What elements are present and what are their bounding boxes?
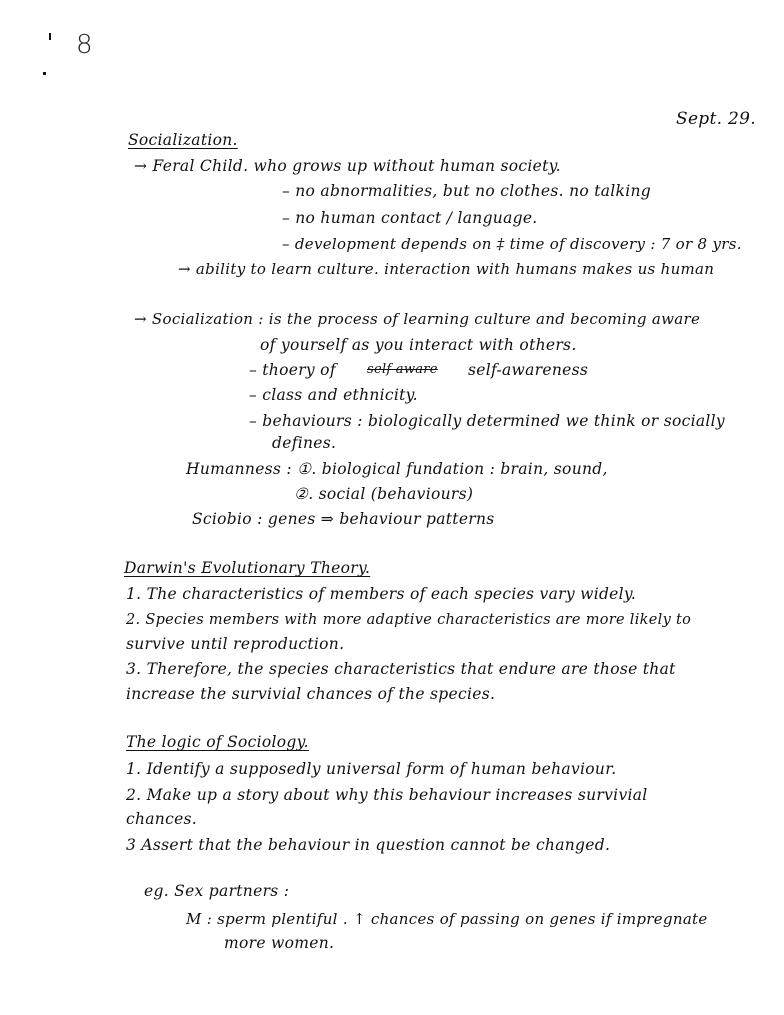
note-line: eg. Sex partners : — [144, 882, 290, 900]
note-line: → Socialization : is the process of learning culture and becoming aware — [134, 310, 701, 328]
section-title-socialization: Socialization. — [128, 131, 238, 149]
note-line: Sciobio : genes ⇒ behaviour patterns — [192, 510, 495, 528]
page-number: 8 — [76, 30, 93, 60]
note-line: 3 Assert that the behaviour in question cannot be changed. — [126, 836, 611, 854]
note-line: 1. Identify a supposedly universal form of human behaviour. — [126, 760, 617, 778]
note-line: – no human contact / language. — [282, 209, 538, 227]
margin-tick — [49, 33, 51, 40]
note-line: increase the survivial chances of the species. — [126, 685, 496, 703]
note-line: of yourself as you interact with others. — [260, 336, 577, 354]
note-line: 2. Species members with more adaptive characteristics are more likely to — [126, 612, 692, 628]
note-line: – thoery of — [249, 361, 336, 379]
margin-dot — [43, 72, 46, 75]
note-line: ②. social (behaviours) — [294, 485, 474, 503]
note-line: – class and ethnicity. — [249, 386, 418, 404]
note-line: 2. Make up a story about why this behaviour increases survivial — [126, 786, 648, 804]
crossed-out-word: self-aware — [367, 362, 438, 377]
note-line: chances. — [126, 810, 198, 828]
section-title-logic: The logic of Sociology. — [126, 733, 309, 751]
note-line: 1. The characteristics of members of each species vary widely. — [126, 585, 637, 603]
note-line: defines. — [272, 434, 337, 452]
note-line: survive until reproduction. — [126, 635, 345, 653]
note-line: self-awareness — [468, 361, 589, 379]
note-line: more women. — [224, 934, 335, 952]
note-line: → Feral Child. who grows up without human society. — [134, 157, 561, 175]
note-line: → ability to learn culture. interaction with humans makes us human — [178, 260, 715, 278]
date: Sept. 29. — [676, 109, 756, 129]
section-title-darwin: Darwin's Evolutionary Theory. — [124, 559, 371, 577]
note-line: – behaviours : biologically determined we think or socially — [249, 412, 725, 430]
note-line: M : sperm plentiful . ↑ chances of passing on genes if impregnate — [186, 910, 708, 928]
note-line: Humanness : ①. biological fundation : brain, sound, — [186, 460, 608, 478]
note-line: – development depends on ‡ time of discovery : 7 or 8 yrs. — [282, 235, 742, 253]
note-line: 3. Therefore, the species characteristics that endure are those that — [126, 660, 676, 678]
note-line: – no abnormalities, but no clothes. no talking — [282, 182, 652, 200]
